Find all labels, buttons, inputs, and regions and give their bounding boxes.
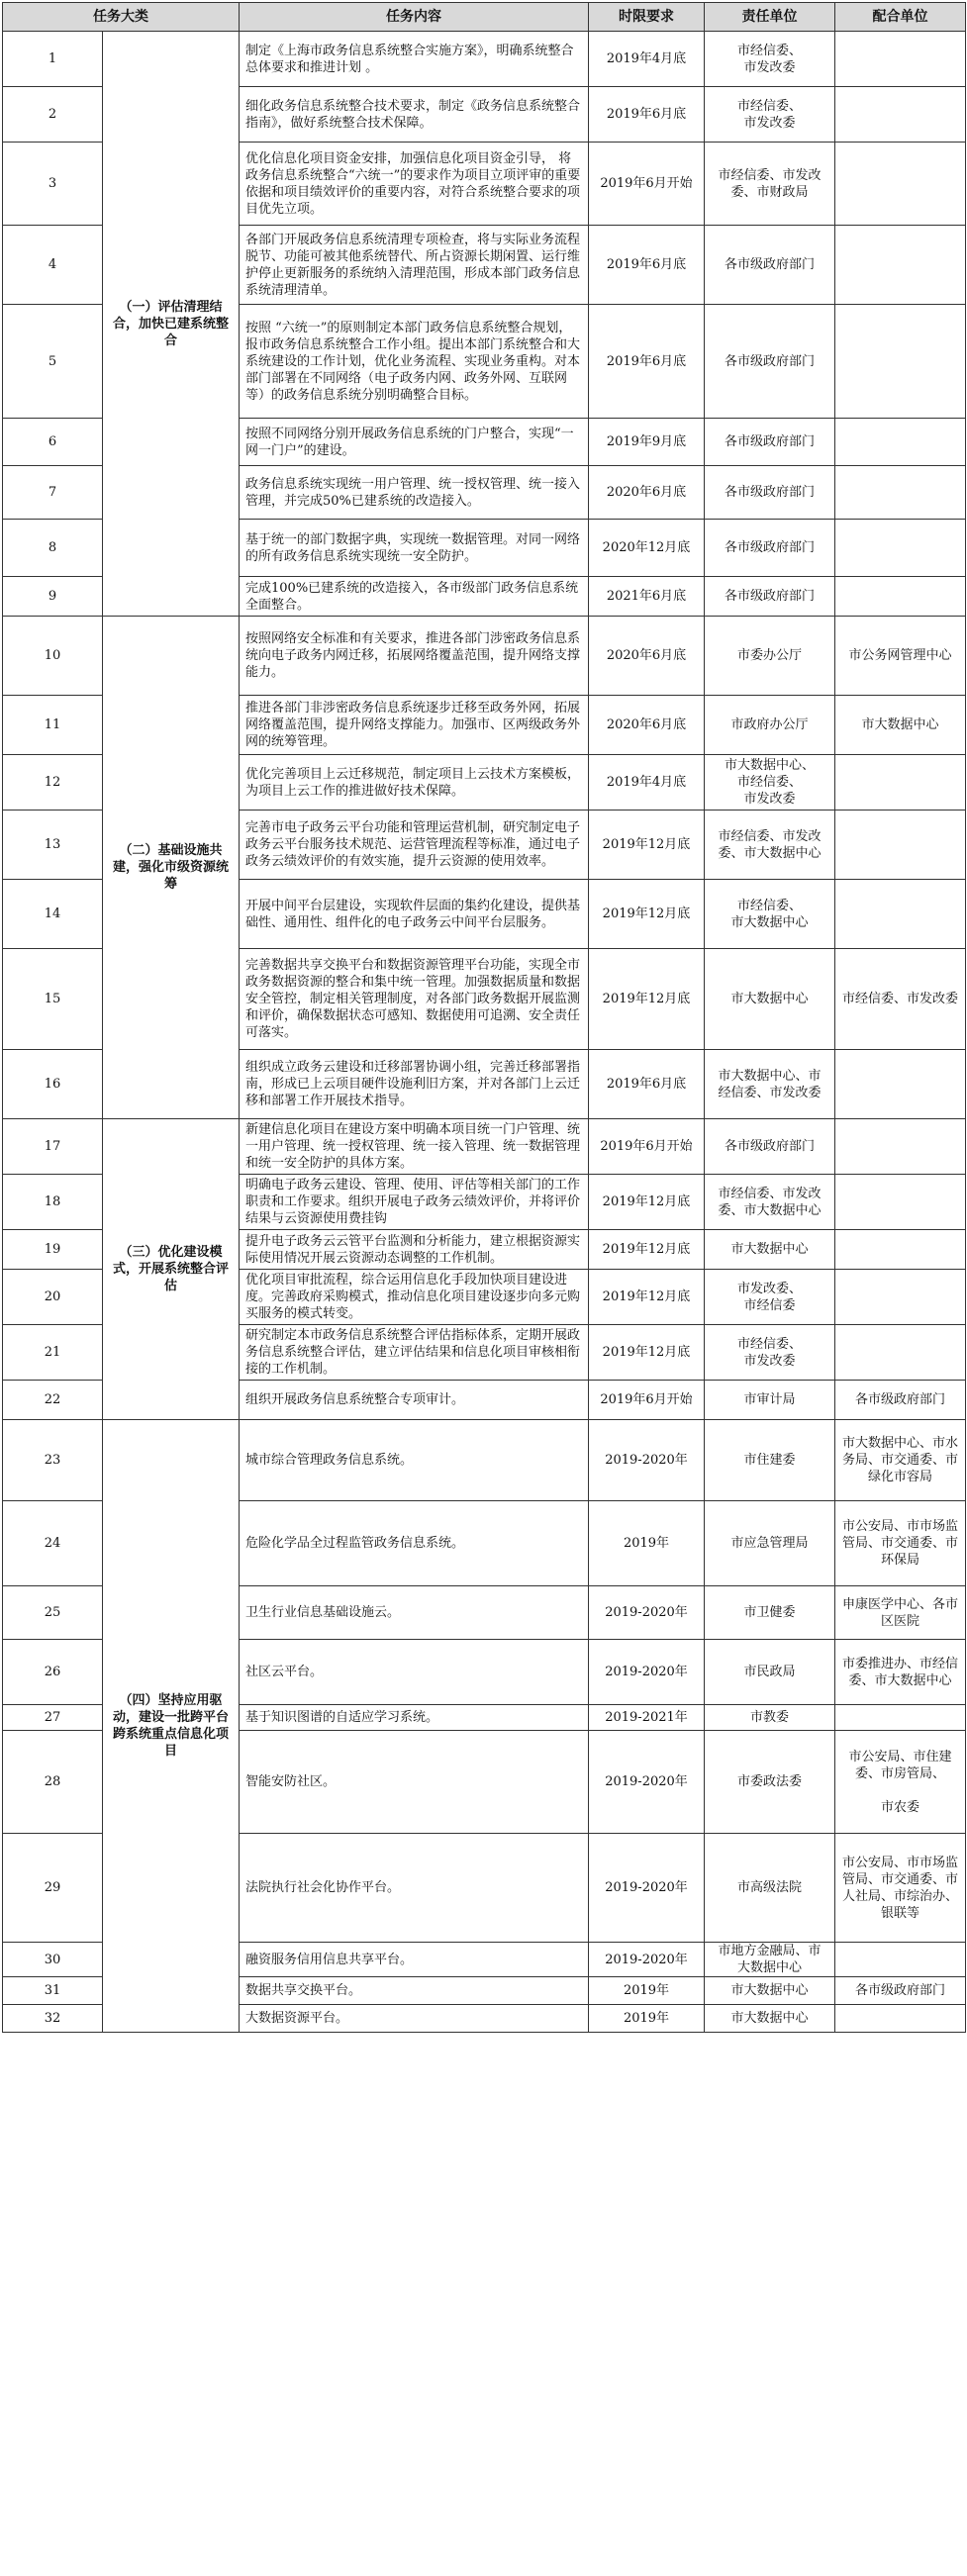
deadline: 2019年12月底 [589,880,705,949]
row-number: 2 [3,87,103,143]
cooperating-unit [835,87,966,143]
deadline: 2019年9月底 [589,419,705,466]
cooperating-unit [835,419,966,466]
deadline: 2020年6月底 [589,466,705,520]
cooperating-unit [835,2005,966,2033]
task-content: 完善数据共享交换平台和数据资源管理平台功能，实现全市政务数据资源的整合和集中统一管理。加强数据质量和数据安全管控，制定相关管理制度，对各部门政务数据开展监测和评价，确保数据状态可感知、数据使用可追溯、安全责任可落实。 [240,949,589,1050]
task-content: 制定《上海市政务信息系统整合实施方案》，明确系统整合总体要求和推进计划 。 [240,32,589,87]
deadline: 2020年12月底 [589,520,705,577]
cooperating-unit [835,811,966,880]
task-content: 法院执行社会化协作平台。 [240,1834,589,1943]
deadline: 2019年12月底 [589,1175,705,1230]
task-content: 卫生行业信息基础设施云。 [240,1586,589,1640]
responsible-unit: 市委办公厅 [705,617,835,696]
responsible-unit: 市大数据中心 [705,949,835,1050]
row-number: 14 [3,880,103,949]
cooperating-unit [835,226,966,305]
header-category: 任务大类 [3,3,240,32]
category-cell: （二）基础设施共建，强化市级资源统筹 [103,617,240,1119]
deadline: 2019年6月底 [589,87,705,143]
category-cell: （一）评估清理结合，加快已建系统整合 [103,32,240,617]
deadline: 2019-2020年 [589,1731,705,1834]
responsible-unit: 市经信委、 市发改委 [705,87,835,143]
deadline: 2019-2020年 [589,1586,705,1640]
row-number: 22 [3,1381,103,1420]
deadline: 2019年6月底 [589,1050,705,1119]
table-row [3,1420,966,1501]
row-number: 23 [3,1420,103,1501]
table-body [3,32,966,2033]
deadline: 2019年6月底 [589,305,705,419]
deadline: 2019年6月开始 [589,1381,705,1420]
deadline: 2019年4月底 [589,755,705,811]
task-content: 提升电子政务云云管平台监测和分析能力，建立根据资源实际使用情况开展云资源动态调整的工作机制。 [240,1230,589,1270]
task-content: 优化项目审批流程，综合运用信息化手段加快项目建设进度。完善政府采购模式，推动信息化项目建设逐步向多元购买服务的模式转变。 [240,1270,589,1325]
responsible-unit: 市经信委、 市发改委 [705,1325,835,1381]
header-cooperating: 配合单位 [835,3,966,32]
responsible-unit: 市审计局 [705,1381,835,1420]
table-row [3,32,966,87]
responsible-unit: 市大数据中心、 市经信委、 市发改委 [705,755,835,811]
cooperating-unit [835,577,966,617]
cooperating-unit: 市公安局、市住建委、市房管局、 市农委 [835,1731,966,1834]
cooperating-unit [835,1119,966,1175]
task-content: 按照网络安全标准和有关要求，推进各部门涉密政务信息系统向电子政务内网迁移，拓展网络覆盖范围，提升网络支撑能力。 [240,617,589,696]
cooperating-unit [835,143,966,226]
cooperating-unit [835,1943,966,1977]
responsible-unit: 市住建委 [705,1420,835,1501]
task-content: 基于知识图谱的自适应学习系统。 [240,1705,589,1731]
deadline: 2019年12月底 [589,949,705,1050]
responsible-unit: 市大数据中心 [705,2005,835,2033]
row-number: 4 [3,226,103,305]
task-content: 按照不同网络分别开展政务信息系统的门户整合，实现“一网一门户”的建设。 [240,419,589,466]
responsible-unit: 市经信委、 市大数据中心 [705,880,835,949]
cooperating-unit [835,1325,966,1381]
row-number: 15 [3,949,103,1050]
row-number: 27 [3,1705,103,1731]
row-number: 31 [3,1977,103,2005]
cooperating-unit: 各市级政府部门 [835,1381,966,1420]
deadline: 2019-2020年 [589,1420,705,1501]
row-number: 6 [3,419,103,466]
cooperating-unit [835,755,966,811]
deadline: 2019年4月底 [589,32,705,87]
row-number: 18 [3,1175,103,1230]
responsible-unit: 市卫健委 [705,1586,835,1640]
deadline: 2019-2020年 [589,1640,705,1705]
task-content: 组织开展政务信息系统整合专项审计。 [240,1381,589,1420]
cooperating-unit: 各市级政府部门 [835,1977,966,2005]
responsible-unit: 市委政法委 [705,1731,835,1834]
task-content: 城市综合管理政务信息系统。 [240,1420,589,1501]
row-number: 25 [3,1586,103,1640]
task-content: 大数据资源平台。 [240,2005,589,2033]
task-content: 数据共享交换平台。 [240,1977,589,2005]
row-number: 9 [3,577,103,617]
responsible-unit: 市发改委、 市经信委 [705,1270,835,1325]
responsible-unit: 市应急管理局 [705,1501,835,1586]
task-content: 研究制定本市政务信息系统整合评估指标体系，定期开展政务信息系统整合评估，建立评估结果和信息化项目审核相衔接的工作机制。 [240,1325,589,1381]
header-deadline: 时限要求 [589,3,705,32]
cooperating-unit [835,32,966,87]
responsible-unit: 各市级政府部门 [705,520,835,577]
responsible-unit: 市政府办公厅 [705,696,835,755]
category-cell: （三）优化建设模式，开展系统整合评估 [103,1119,240,1420]
responsible-unit: 各市级政府部门 [705,419,835,466]
row-number: 32 [3,2005,103,2033]
cooperating-unit: 申康医学中心、各市区医院 [835,1586,966,1640]
task-content: 融资服务信用信息共享平台。 [240,1943,589,1977]
responsible-unit: 市大数据中心 [705,1977,835,2005]
row-number: 24 [3,1501,103,1586]
cooperating-unit: 市公安局、市市场监管局、市交通委、市环保局 [835,1501,966,1586]
cooperating-unit: 市大数据中心、市水务局、市交通委、市绿化市容局 [835,1420,966,1501]
task-table [2,2,966,2033]
task-content: 优化信息化项目资金安排，加强信息化项目资金引导， 将政务信息系统整合“六统一”的要求作为项目立项评审的重要依据和项目绩效评价的重要内容，对符合系统整合要求的项目优先立项。 [240,143,589,226]
row-number: 1 [3,32,103,87]
deadline: 2019-2021年 [589,1705,705,1731]
deadline: 2019年12月底 [589,1230,705,1270]
deadline: 2020年6月底 [589,617,705,696]
task-content: 社区云平台。 [240,1640,589,1705]
task-content: 各部门开展政务信息系统清理专项检查，将与实际业务流程脱节、功能可被其他系统替代、所占资源长期闲置、运行维护停止更新服务的系统纳入清理范围，形成本部门政务信息系统清理清单。 [240,226,589,305]
row-number: 26 [3,1640,103,1705]
task-content: 新建信息化项目在建设方案中明确本项目统一门户管理、统一用户管理、统一授权管理、统一接入管理、统一数据管理和统一安全防护的具体方案。 [240,1119,589,1175]
cooperating-unit [835,880,966,949]
task-content: 组织成立政务云建设和迁移部署协调小组，完善迁移部署指南，形成已上云项目硬件设施利旧方案，并对各部门上云迁移和部署工作开展技术指导。 [240,1050,589,1119]
deadline: 2019年6月开始 [589,143,705,226]
deadline: 2020年6月底 [589,696,705,755]
cooperating-unit [835,1230,966,1270]
row-number: 29 [3,1834,103,1943]
row-number: 10 [3,617,103,696]
deadline: 2019年12月底 [589,1270,705,1325]
responsible-unit: 各市级政府部门 [705,1119,835,1175]
task-content: 优化完善项目上云迁移规范，制定项目上云技术方案模板，为项目上云工作的推进做好技术保障。 [240,755,589,811]
responsible-unit: 市经信委、市发改委、市大数据中心 [705,1175,835,1230]
cooperating-unit: 市大数据中心 [835,696,966,755]
cooperating-unit [835,520,966,577]
row-number: 20 [3,1270,103,1325]
responsible-unit: 市大数据中心、市经信委、市发改委 [705,1050,835,1119]
deadline: 2021年6月底 [589,577,705,617]
header-responsible: 责任单位 [705,3,835,32]
responsible-unit: 各市级政府部门 [705,226,835,305]
row-number: 28 [3,1731,103,1834]
task-content: 推进各部门非涉密政务信息系统逐步迁移至政务外网，拓展网络覆盖范围，提升网络支撑能力。加强市、区两级政务外网的统筹管理。 [240,696,589,755]
responsible-unit: 各市级政府部门 [705,577,835,617]
row-number: 19 [3,1230,103,1270]
responsible-unit: 市经信委、市发改委、市大数据中心 [705,811,835,880]
task-content: 完成100%已建系统的改造接入，各市级部门政务信息系统全面整合。 [240,577,589,617]
header-task: 任务内容 [240,3,589,32]
deadline: 2019年 [589,1501,705,1586]
task-content: 明确电子政务云建设、管理、使用、评估等相关部门的工作职责和工作要求。组织开展电子政务云绩效评价，并将评价结果与云资源使用费挂钩 [240,1175,589,1230]
category-cell: （四）坚持应用驱动，建设一批跨平台跨系统重点信息化项目 [103,1420,240,2033]
deadline: 2019-2020年 [589,1834,705,1943]
table-header-row [3,3,966,32]
deadline: 2019年6月开始 [589,1119,705,1175]
responsible-unit: 各市级政府部门 [705,466,835,520]
row-number: 12 [3,755,103,811]
row-number: 21 [3,1325,103,1381]
table-row [3,1119,966,1175]
table-row [3,617,966,696]
cooperating-unit: 市经信委、市发改委 [835,949,966,1050]
deadline: 2019年6月底 [589,226,705,305]
responsible-unit: 市教委 [705,1705,835,1731]
cooperating-unit [835,1175,966,1230]
row-number: 5 [3,305,103,419]
task-content: 完善市电子政务云平台功能和管理运营机制，研究制定电子政务云平台服务技术规范、运营管理流程等标准，通过电子政务云绩效评价的有效实施，提升云资源的使用效率。 [240,811,589,880]
task-content: 危险化学品全过程监管政务信息系统。 [240,1501,589,1586]
task-content: 基于统一的部门数据字典，实现统一数据管理。对同一网络的所有政务信息系统实现统一安全防护。 [240,520,589,577]
responsible-unit: 市民政局 [705,1640,835,1705]
row-number: 30 [3,1943,103,1977]
responsible-unit: 市高级法院 [705,1834,835,1943]
cooperating-unit: 市委推进办、市经信委、市大数据中心 [835,1640,966,1705]
responsible-unit: 市地方金融局、市大数据中心 [705,1943,835,1977]
row-number: 16 [3,1050,103,1119]
deadline: 2019年12月底 [589,1325,705,1381]
responsible-unit: 市大数据中心 [705,1230,835,1270]
deadline: 2019-2020年 [589,1943,705,1977]
row-number: 17 [3,1119,103,1175]
task-content: 细化政务信息系统整合技术要求，制定《政务信息系统整合指南》，做好系统整合技术保障。 [240,87,589,143]
cooperating-unit [835,1705,966,1731]
task-content: 政务信息系统实现统一用户管理、统一授权管理、统一接入管理，并完成50%已建系统的改造接入。 [240,466,589,520]
task-table-wrapper [2,2,966,2033]
row-number: 11 [3,696,103,755]
task-content: 按照 “六统一”的原则制定本部门政务信息系统整合规划，报市政务信息系统整合工作小组。提出本部门系统整合和大系统建设的工作计划，优化业务流程、实现业务重构。对本部门部署在不同网络（电子政务内网、政务外网、互联网等）的政务信息系统分别明确整合目标。 [240,305,589,419]
cooperating-unit [835,305,966,419]
row-number: 8 [3,520,103,577]
deadline: 2019年12月底 [589,811,705,880]
cooperating-unit [835,1270,966,1325]
deadline: 2019年 [589,1977,705,2005]
task-content: 智能安防社区。 [240,1731,589,1834]
row-number: 7 [3,466,103,520]
responsible-unit: 市经信委、市发改委、市财政局 [705,143,835,226]
deadline: 2019年 [589,2005,705,2033]
cooperating-unit [835,466,966,520]
cooperating-unit: 市公安局、市市场监管局、市交通委、市人社局、市综治办、银联等 [835,1834,966,1943]
task-content: 开展中间平台层建设，实现软件层面的集约化建设，提供基础性、通用性、组件化的电子政务云中间平台层服务。 [240,880,589,949]
row-number: 3 [3,143,103,226]
responsible-unit: 各市级政府部门 [705,305,835,419]
row-number: 13 [3,811,103,880]
cooperating-unit [835,1050,966,1119]
responsible-unit: 市经信委、 市发改委 [705,32,835,87]
cooperating-unit: 市公务网管理中心 [835,617,966,696]
